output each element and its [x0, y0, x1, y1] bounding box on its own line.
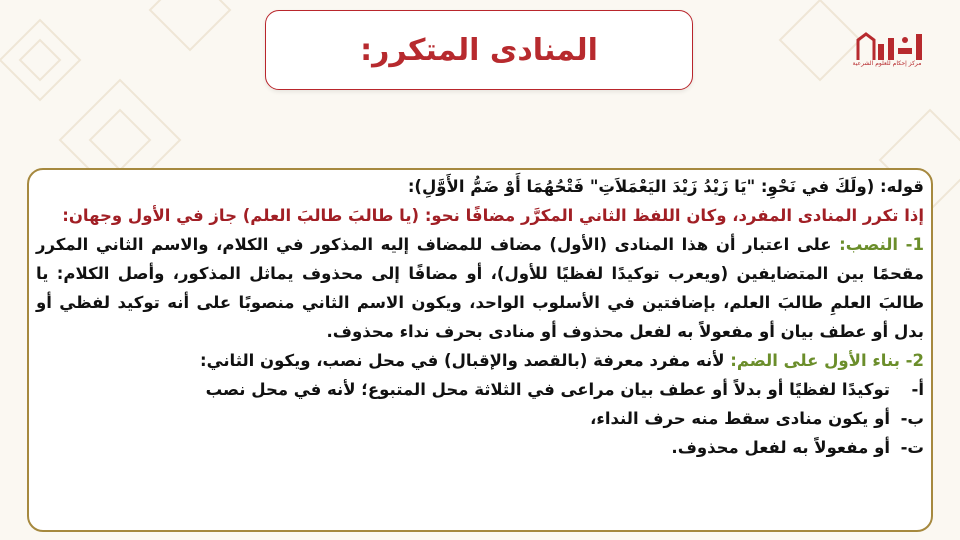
list-item: [36, 375, 924, 404]
point-2-text: لأنه مفرد معرفة (بالقصد والإقبال) في محل نصب، ويكون الثاني:: [200, 351, 731, 370]
list-item-marker: ت-: [900, 438, 924, 457]
list-item-marker: ب-: [900, 409, 924, 428]
slide-title: المنادى المتكرر:: [360, 32, 598, 68]
lesson-content: [36, 172, 924, 462]
list-item-text: أو يكون منادى سقط منه حرف النداء،: [590, 409, 890, 428]
point-1-text: على اعتبار أن هذا المنادى (الأول) مضاف للمضاف إليه المذكور في الكلام، والاسم الثاني المكرر مقحمًا بين المتضايفين (ويعرب توكيدًا لفظيًا للأول)، أو مضافًا إلى محذوف يماثل المذكور، وأصل الكلام: يا طالبَ العلمِ طالبَ العلم، بإضافتين في الأسلوب الواحد، ويكون الاسم الثاني منصوبًا على أنه توكيد لفظي أو بدل أو عطف بيان أو مفعولاً به لفعل محذوف أو منادى بحرف نداء محذوف.: [36, 235, 924, 341]
point-1: [36, 230, 924, 346]
quote-line: قوله: (ولَكَ في نَحْوِ: "يَا زَيْدُ زَيْدَ اليَعْمَلاَتِ" فَتْحُهُمَا أَوْ ضَمُّ الأَوَّلِ):: [407, 177, 924, 196]
list-item-text: أو مفعولاً به لفعل محذوف.: [671, 438, 890, 457]
intro-paragraph: إذا تكرر المنادى المفرد، وكان اللفظ الثاني المكرَّر مضافًا نحو: (يا طالبَ طالبَ العلم) جاز في الأول وجهان:: [62, 206, 924, 225]
point-2: [36, 346, 924, 375]
list-item: [36, 433, 924, 462]
point-1-label: 1- النصب:: [839, 235, 924, 254]
title-box: [265, 10, 693, 90]
list-item-marker: أ-: [911, 380, 924, 399]
logo-subtitle: مركز إحكام للعلوم الشرعية: [852, 60, 922, 67]
point-2-label: 2- بناء الأول على الضم:: [730, 351, 924, 370]
list-item-text: توكيدًا لفظيًا أو بدلاً أو عطف بيان مراعى في الثلاثة محل المتبوع؛ لأنه في محل نصب: [205, 380, 890, 399]
list-item: [36, 404, 924, 433]
